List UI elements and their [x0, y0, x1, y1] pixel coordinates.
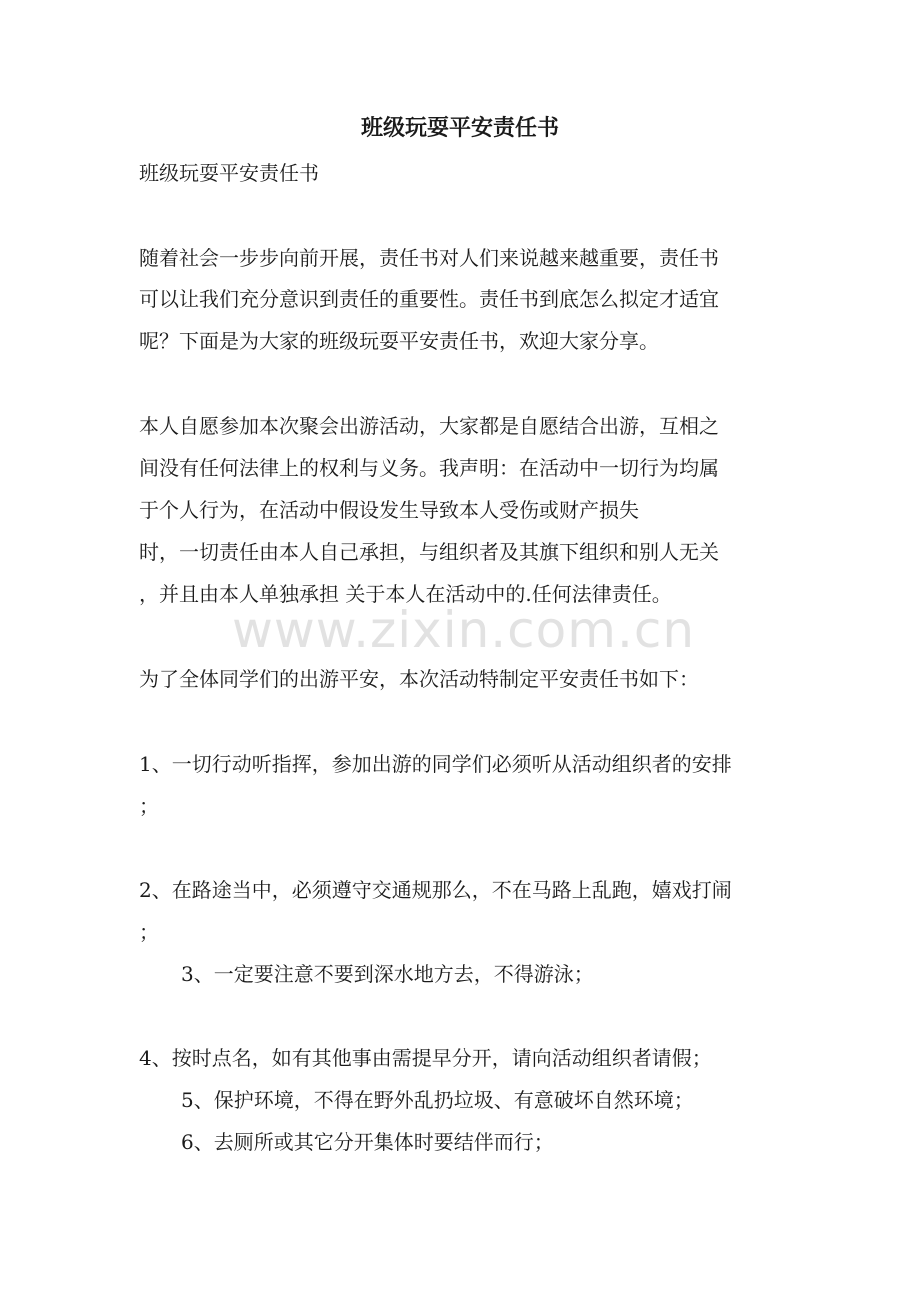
rule-item-continuation: ；	[139, 794, 159, 818]
rule-item: 6、去厕所或其它分开集体时要结伴而行；	[181, 1130, 554, 1154]
document-title: 班级玩耍平安责任书	[360, 115, 559, 141]
purpose-line: 为了全体同学们的出游平安，本次活动特制定平安责任书如下：	[139, 667, 699, 691]
rule-item: 2、在路途当中，必须遵守交通规那么，不在马路上乱跑，嬉戏打闹	[139, 878, 732, 902]
declaration-line: 于个人行为，在活动中假设发生导致本人受伤或财产损失	[139, 498, 639, 522]
watermark: www.zixin.com.cn	[232, 601, 696, 659]
declaration-line: 间没有任何法律上的权利与义务。我声明：在活动中一切行为均属	[139, 456, 719, 480]
declaration-line: 时，一切责任由本人自己承担，与组织者及其旗下组织和别人无关	[139, 540, 719, 564]
rule-item-continuation: ；	[139, 920, 159, 944]
rule-item: 4、按时点名，如有其他事由需提早分开，请向活动组织者请假；	[139, 1046, 712, 1070]
declaration-line: 本人自愿参加本次聚会出游活动，大家都是自愿结合出游，互相之	[139, 414, 719, 438]
rule-item: 3、一定要注意不要到深水地方去，不得游泳；	[181, 962, 594, 986]
intro-line: 可以让我们充分意识到责任的重要性。责任书到底怎么拟定才适宜	[139, 287, 719, 311]
intro-line: 呢？下面是为大家的班级玩耍平安责任书，欢迎大家分享。	[139, 329, 659, 353]
rule-item: 1、一切行动听指挥，参加出游的同学们必须听从活动组织者的安排	[139, 752, 732, 776]
document-subtitle: 班级玩耍平安责任书	[139, 161, 319, 185]
intro-line: 随着社会一步步向前开展，责任书对人们来说越来越重要，责任书	[139, 246, 719, 270]
declaration-line: ，并且由本人单独承担 关于本人在活动中的.任何法律责任。	[139, 582, 672, 606]
rule-item: 5、保护环境，不得在野外乱扔垃圾、有意破坏自然环境；	[181, 1088, 694, 1112]
